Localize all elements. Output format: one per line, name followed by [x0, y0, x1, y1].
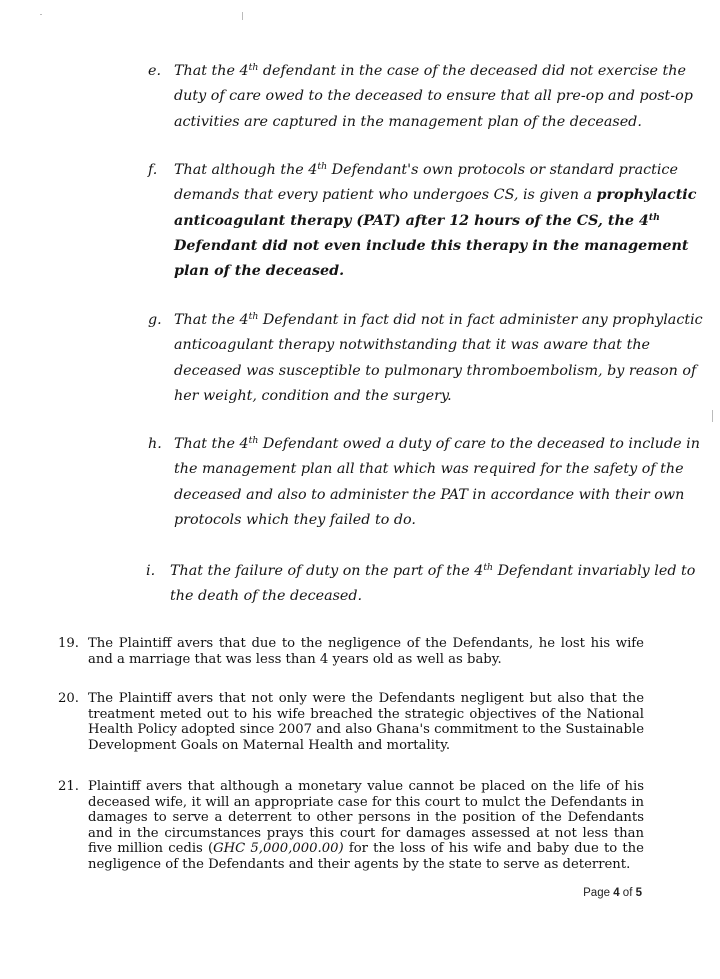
text-line: Defendant did not even include this therapy in the management: [174, 237, 689, 254]
text-line: plan of the deceased.: [174, 263, 345, 280]
subparagraph-i: [146, 559, 696, 610]
subparagraph-g: [148, 308, 703, 409]
subparagraph-h: [148, 432, 700, 533]
scan-mark: [712, 410, 713, 422]
text-line: That the 4th Defendant in fact did not in fact administer any prophylactic: [174, 310, 703, 328]
text-line: That the 4th defendant in the case of the deceased did not exercise the: [174, 61, 686, 79]
text-line: That the failure of duty on the part of the 4th Defendant invariably led to: [170, 561, 696, 579]
text-line: deceased was susceptible to pulmonary thromboembolism, by reason of: [174, 362, 697, 379]
text-line: treatment meted out to his wife breached the strategic objectives of the National: [88, 706, 644, 722]
page-total: 5: [635, 887, 642, 899]
text-line: Development Goals on Maternal Health and mortality.: [88, 737, 451, 753]
text-line: damages to serve a deterrent to other persons in the position of the Defendants: [88, 810, 644, 826]
text-line: deceased and also to administer the PAT in accordance with their own: [174, 486, 685, 503]
text-line: duty of care owed to the deceased to ensure that all pre-op and post-op: [174, 88, 693, 105]
text-line: Health Policy adopted since 2007 and also Ghana's commitment to the Sustainable: [88, 722, 644, 738]
text-line: and in the circumstances prays this court for damages assessed at not less than: [88, 825, 644, 841]
page-word: Page: [583, 887, 610, 899]
text-line: anticoagulant therapy (PAT) after 12 hours of the CS, the 4th: [174, 211, 660, 229]
page-current: 4: [613, 887, 620, 899]
paragraph-20: [58, 691, 644, 753]
text-line: The Plaintiff avers that not only were the Defendants negligent but also that the: [88, 691, 644, 706]
paragraph-number: 20.: [58, 691, 79, 706]
paragraph-21: [58, 779, 644, 873]
text-line: That although the 4th Defendant's own protocols or standard practice: [174, 160, 678, 178]
paragraph-number: 21.: [58, 779, 79, 794]
paragraph-19: [58, 636, 644, 667]
text-line: the death of the deceased.: [170, 588, 363, 605]
text-line: deceased wife, it will an appropriate case for this court to mulct the Defendants in: [88, 794, 644, 810]
text-line: the management plan all that which was required for the safety of the: [174, 461, 684, 478]
text-line: demands that every patient who undergoes CS, is given a prophylactic: [174, 187, 697, 204]
text-line: The Plaintiff avers that due to the negligence of the Defendants, he lost his wife: [88, 636, 644, 651]
scan-mark: [242, 12, 243, 20]
text-line: negligence of the Defendants and their agents by the state to serve as deterrent.: [88, 856, 631, 872]
text-line: protocols which they failed to do.: [174, 511, 416, 528]
subparagraph-letter: h.: [148, 436, 162, 452]
paragraph-number: 19.: [58, 636, 79, 651]
subparagraph-letter: e.: [148, 63, 162, 79]
scan-mark: [40, 14, 42, 15]
text-line: and a marriage that was less than 4 years old as well as baby.: [88, 651, 502, 667]
page-number: [583, 887, 642, 899]
of-word: of: [622, 887, 633, 899]
subparagraph-letter: g.: [148, 312, 162, 328]
subparagraph-letter: i.: [146, 563, 156, 579]
text-line: her weight, condition and the surgery.: [174, 387, 452, 404]
text-line: Plaintiff avers that although a monetary value cannot be placed on the life of his: [88, 779, 644, 794]
subparagraph-f: [148, 158, 697, 284]
text-line: That the 4th Defendant owed a duty of care to the deceased to include in: [174, 434, 700, 452]
text-line: anticoagulant therapy notwithstanding that it was aware that the: [174, 337, 650, 354]
text-line: five million cedis (GHC 5,000,000.00) for the loss of his wife and baby due to the: [88, 841, 644, 857]
subparagraph-letter: f.: [148, 162, 158, 178]
text-line: activities are captured in the management plan of the deceased.: [174, 113, 642, 130]
subparagraph-e: [148, 59, 693, 135]
